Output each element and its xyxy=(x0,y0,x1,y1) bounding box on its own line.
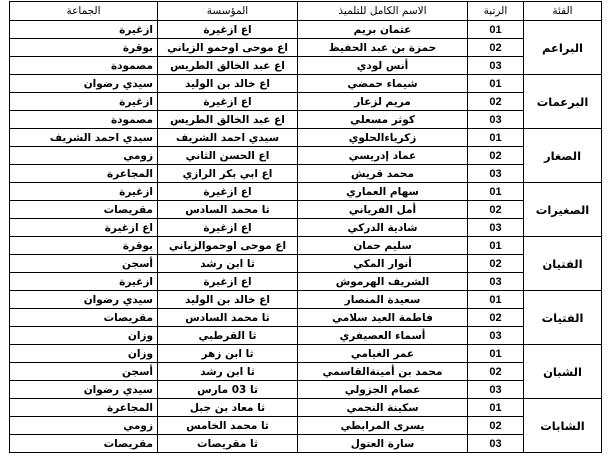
table-row xyxy=(10,237,602,255)
institution-cell: ثا ابن رشد xyxy=(158,255,298,273)
table-row xyxy=(10,399,602,417)
table-row xyxy=(10,219,602,237)
category-cell: الصغيرات xyxy=(524,183,602,237)
header-name: الاسم الكامل للتلميذ xyxy=(298,2,468,21)
table-row xyxy=(10,21,602,39)
student-name-cell: عثمان بريم xyxy=(298,21,468,39)
commune-cell: ازغيرة xyxy=(10,183,158,201)
student-name-cell: سعيدة المنصار xyxy=(298,291,468,309)
commune-cell: بوقرة xyxy=(10,237,158,255)
student-name-cell: أسماء العصيفري xyxy=(298,327,468,345)
student-name-cell: أنوار المكي xyxy=(298,255,468,273)
header-row xyxy=(10,2,602,21)
commune-cell: ازغيرة xyxy=(10,93,158,111)
institution-cell: ثا معاد بن جبل xyxy=(158,399,298,417)
table-row xyxy=(10,291,602,309)
institution-cell: اع ازغيرة xyxy=(158,93,298,111)
commune-cell: ازغيرة xyxy=(10,21,158,39)
rank-cell: 03 xyxy=(468,219,524,237)
rank-cell: 02 xyxy=(468,309,524,327)
commune-cell: ازغيرة xyxy=(10,273,158,291)
institution-cell: اع ازغيرة xyxy=(158,183,298,201)
student-name-cell: سكينة النجمي xyxy=(298,399,468,417)
rank-cell: 03 xyxy=(468,57,524,75)
commune-cell: سيدي رضوان xyxy=(10,75,158,93)
category-cell: الفتيات xyxy=(524,291,602,345)
institution-cell: اع خالد بن الوليد xyxy=(158,291,298,309)
institution-cell: اع موحى اوحمو الزياني xyxy=(158,39,298,57)
header-category: الفئة xyxy=(524,2,602,21)
rank-cell: 03 xyxy=(468,111,524,129)
student-name-cell: الشريف الهرموش xyxy=(298,273,468,291)
institution-cell: اع موحى اوحموالزياني xyxy=(158,237,298,255)
commune-cell: سيدي رضوان xyxy=(10,291,158,309)
commune-cell: سيدي رضوان xyxy=(10,381,158,399)
student-name-cell: عماد إدريسي xyxy=(298,147,468,165)
rank-cell: 01 xyxy=(468,183,524,201)
student-name-cell: سليم حمان xyxy=(298,237,468,255)
student-name-cell: سارة العتول xyxy=(298,435,468,453)
table-row xyxy=(10,435,602,453)
header-institution: المؤسسة xyxy=(158,2,298,21)
commune-cell: أسجن xyxy=(10,363,158,381)
student-name-cell: أنس لودي xyxy=(298,57,468,75)
rank-cell: 02 xyxy=(468,417,524,435)
table-row xyxy=(10,345,602,363)
student-name-cell: مريم لزعار xyxy=(298,93,468,111)
category-cell: البراعم xyxy=(524,21,602,75)
institution-cell: اع الحسن الثاني xyxy=(158,147,298,165)
commune-cell: مصمودة xyxy=(10,111,158,129)
table-row xyxy=(10,75,602,93)
table-row xyxy=(10,147,602,165)
institution-cell: ثا مقريصات xyxy=(158,435,298,453)
table-row xyxy=(10,111,602,129)
table-row xyxy=(10,165,602,183)
table-row xyxy=(10,39,602,57)
rank-cell: 01 xyxy=(468,291,524,309)
student-name-cell: كوثر مسعلي xyxy=(298,111,468,129)
category-cell: الشابات xyxy=(524,399,602,453)
institution-cell: اع ازغيرة xyxy=(158,21,298,39)
table-row xyxy=(10,273,602,291)
table-row xyxy=(10,417,602,435)
rank-cell: 01 xyxy=(468,399,524,417)
rank-cell: 02 xyxy=(468,39,524,57)
institution-cell: سيدي احمد الشريف xyxy=(158,129,298,147)
commune-cell: مقريصات xyxy=(10,201,158,219)
table-row xyxy=(10,93,602,111)
institution-cell: ثا محمد الخامس xyxy=(158,417,298,435)
commune-cell: وزان xyxy=(10,345,158,363)
commune-cell: وزان xyxy=(10,327,158,345)
commune-cell: مصمودة xyxy=(10,57,158,75)
results-table xyxy=(9,1,602,453)
category-cell: الشبان xyxy=(524,345,602,399)
institution-cell: ثا محمد السادس xyxy=(158,201,298,219)
table-row xyxy=(10,129,602,147)
student-name-cell: أمل الفرياني xyxy=(298,201,468,219)
results-sheet xyxy=(9,1,601,453)
institution-cell: اع ازغيرة xyxy=(158,219,298,237)
rank-cell: 03 xyxy=(468,327,524,345)
rank-cell: 02 xyxy=(468,93,524,111)
student-name-cell: يسرى المرابطي xyxy=(298,417,468,435)
institution-cell: ثا محمد السادس xyxy=(158,309,298,327)
table-row xyxy=(10,327,602,345)
institution-cell: ثا ابن زهر xyxy=(158,345,298,363)
rank-cell: 03 xyxy=(468,435,524,453)
student-name-cell: فاطمة العيد سلامي xyxy=(298,309,468,327)
student-name-cell: شادية الدركي xyxy=(298,219,468,237)
rank-cell: 02 xyxy=(468,147,524,165)
commune-cell: سيدي احمد الشريف xyxy=(10,129,158,147)
student-name-cell: محمد قريش xyxy=(298,165,468,183)
rank-cell: 01 xyxy=(468,237,524,255)
header-commune: الجماعة xyxy=(10,2,158,21)
table-row xyxy=(10,255,602,273)
table-row xyxy=(10,57,602,75)
institution-cell: اع خالد بن الوليد xyxy=(158,75,298,93)
rank-cell: 03 xyxy=(468,273,524,291)
rank-cell: 01 xyxy=(468,345,524,363)
student-name-cell: شيماء حمضي xyxy=(298,75,468,93)
commune-cell: مقريصات xyxy=(10,309,158,327)
student-name-cell: عصام الجزولي xyxy=(298,381,468,399)
rank-cell: 02 xyxy=(468,363,524,381)
commune-cell: أسجن xyxy=(10,255,158,273)
category-cell: الفتيان xyxy=(524,237,602,291)
institution-cell: ثا القرطبي xyxy=(158,327,298,345)
commune-cell: بوقرة xyxy=(10,39,158,57)
rank-cell: 01 xyxy=(468,129,524,147)
institution-cell: ثا ابن رشد xyxy=(158,363,298,381)
table-row xyxy=(10,363,602,381)
commune-cell: المجاعرة xyxy=(10,399,158,417)
table-row xyxy=(10,183,602,201)
rank-cell: 03 xyxy=(468,165,524,183)
rank-cell: 01 xyxy=(468,75,524,93)
institution-cell: ثا 03 مارس xyxy=(158,381,298,399)
commune-cell: زومي xyxy=(10,147,158,165)
student-name-cell: زكرياءالحلوي xyxy=(298,129,468,147)
rank-cell: 01 xyxy=(468,21,524,39)
commune-cell: اع ازغيرة xyxy=(10,219,158,237)
rank-cell: 03 xyxy=(468,381,524,399)
institution-cell: اع ازغيرة xyxy=(158,273,298,291)
rank-cell: 02 xyxy=(468,201,524,219)
results-body xyxy=(10,21,602,453)
institution-cell: اع عبد الخالق الطريس xyxy=(158,57,298,75)
rank-cell: 02 xyxy=(468,255,524,273)
student-name-cell: حمزة بن عبد الحفيظ xyxy=(298,39,468,57)
institution-cell: اع ابي بكر الرازي xyxy=(158,165,298,183)
category-cell: البرعمات xyxy=(524,75,602,129)
table-row xyxy=(10,309,602,327)
student-name-cell: سهام العماري xyxy=(298,183,468,201)
student-name-cell: عمر الغيامي xyxy=(298,345,468,363)
table-row xyxy=(10,201,602,219)
student-name-cell: محمد بن أمينةالقاسمي xyxy=(298,363,468,381)
institution-cell: اع عبد الخالق الطريس xyxy=(158,111,298,129)
category-cell: الصغار xyxy=(524,129,602,183)
commune-cell: مقريصات xyxy=(10,435,158,453)
header-rank: الرتبة xyxy=(468,2,524,21)
commune-cell: المجاعرة xyxy=(10,165,158,183)
commune-cell: زومي xyxy=(10,417,158,435)
table-row xyxy=(10,381,602,399)
